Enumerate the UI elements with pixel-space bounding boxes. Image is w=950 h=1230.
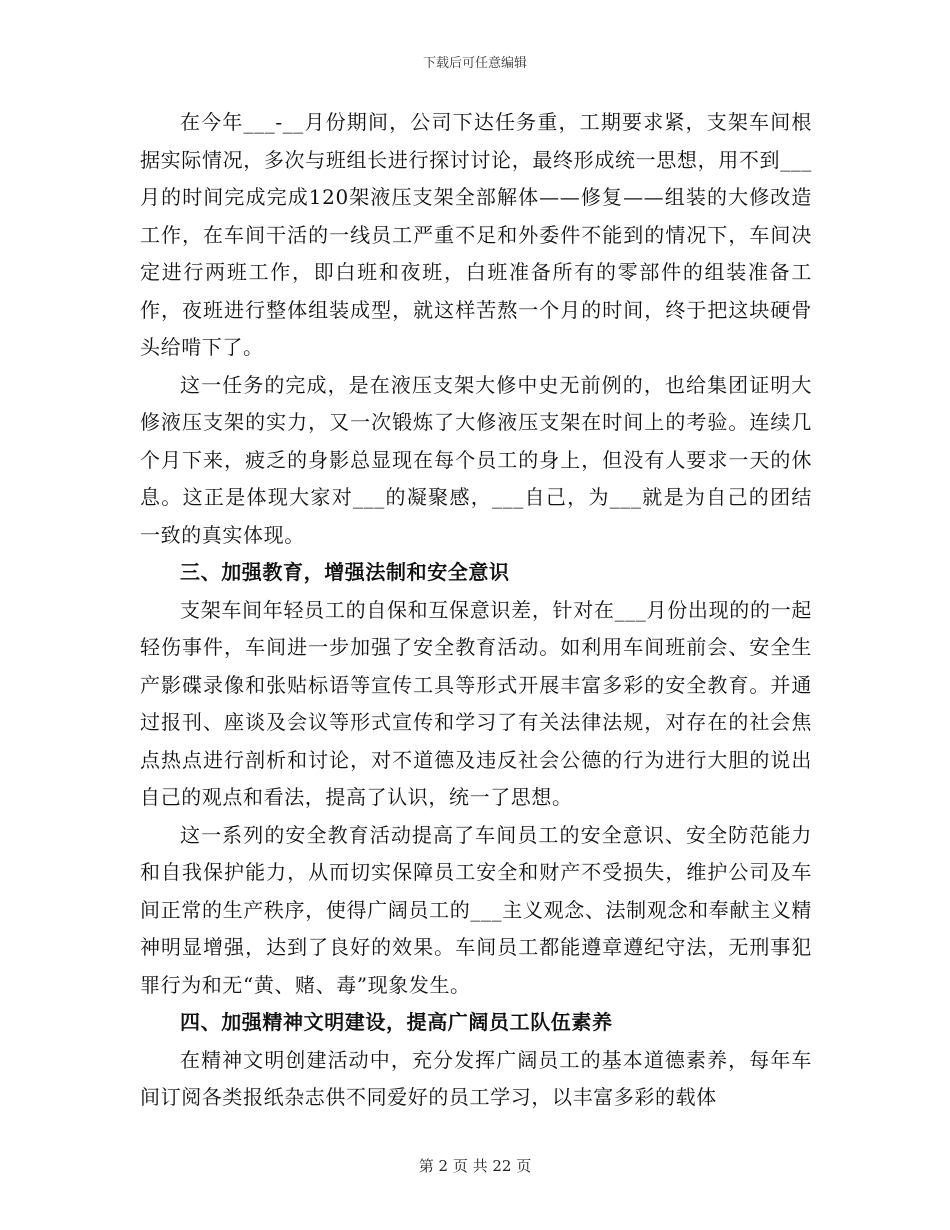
page-footer: 第 2 页 共 22 页 [418, 1157, 532, 1175]
paragraph-civilization: 在精神文明创建活动中，充分发挥广阔员工的基本道德素养，每年车间订阅各类报纸杂志供不同爱好的员工学习，以丰富多彩的载体 [140, 1047, 812, 1109]
paragraph-safety-education: 支架车间年轻员工的自保和互保意识差，针对在___月份出现的的一起轻伤事件，车间进一步加强了安全教育活动。如利用车间班前会、安全生产影碟录像和张贴标语等宣传工具等形式开展丰富多彩的安全教育。并通过报刊、座谈及会议等形式宣传和学习了有关法律法规，对存在的社会焦点热点进行剖析和讨论，对不道德及违反社会公德的行为进行大胆的说出自己的观点和看法，提高了认识，统一了思想。 [140, 597, 812, 809]
document-body [140, 104, 812, 1117]
page-header: 下载后可任意编辑 [422, 56, 527, 71]
section-heading-3: 三、加强教育，增强法制和安全意识 [180, 560, 510, 584]
paragraph-safety-results: 这一系列的安全教育活动提高了车间员工的安全意识、安全防范能力和自我保护能力，从而切实保障员工安全和财产不受损失，维护公司及车间正常的生产秩序，使得广阔员工的___主义观念、法制观念和奉献主义精神明显增强，达到了良好的效果。车间员工都能遵章遵纪守法，无刑事犯罪行为和无“黄、赌、毒”现象发生。 [140, 822, 812, 997]
section-heading-4: 四、加强精神文明建设，提高广阔员工队伍素养 [180, 1010, 613, 1034]
paragraph-task-completion: 在今年___-__月份期间，公司下达任务重，工期要求紧，支架车间根据实际情况，多次与班组长进行探讨讨论，最终形成统一思想，用不到___月的时间完成完成120架液压支架全部解体——修复——组装的大修改造工作，在车间干活的一线员工严重不足和外委件不能到的情况下，车间决定进行两班工作，即白班和夜班，白班准备所有的零部件的组装准备工作，夜班进行整体组装成型，就这样苦熬一个月的时间，终于把这块硬骨头给啃下了。 [140, 110, 812, 359]
paragraph-task-significance: 这一任务的完成，是在液压支架大修中史无前例的，也给集团证明大修液压支架的实力，又一次锻炼了大修液压支架在时间上的考验。连续几个月下来，疲乏的身影总显现在每个员工的身上，但没有人要求一天的休息。这正是体现大家对___的凝聚感，___自己，为___就是为自己的团结一致的真实体现。 [140, 372, 812, 547]
